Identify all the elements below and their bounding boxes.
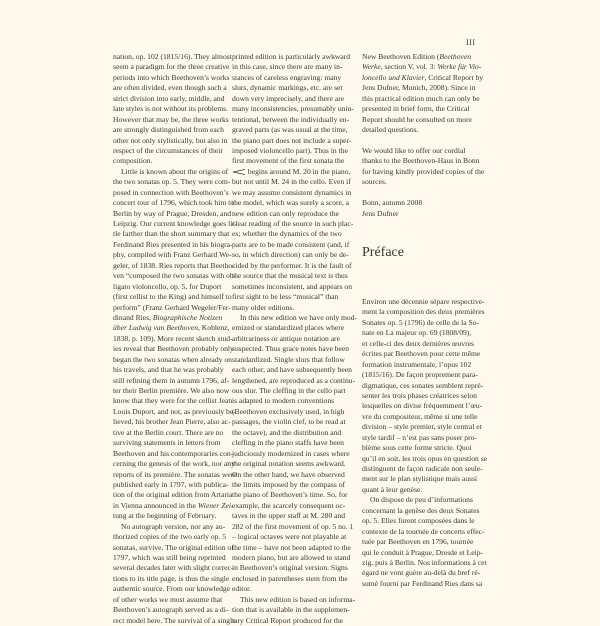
text-line: printed edition is particularly awkward [232, 52, 351, 61]
text-line: the limits imposed by the compass of [232, 479, 346, 489]
text-line: On dispose de peu d’informations [370, 495, 473, 505]
text-line: sonatas, survive. The original edition of [113, 542, 234, 552]
text-line: suspected. Thus grace notes have been [232, 344, 350, 354]
text-line: New Beethoven Edition (Beethoven [362, 52, 472, 61]
text-line: op. 5. Elles furent composées dans le [362, 516, 475, 526]
text-line: know that they were for the cellist Jean [113, 396, 233, 406]
text-line: slurs, dynamic markings, etc. are set [232, 83, 343, 93]
text-line: begins around M. 20 in the piano, [232, 167, 350, 177]
text-line: ernized or standardized places where [232, 323, 345, 333]
text-line: ter their Berlin première. We also now [113, 386, 230, 395]
text-line: This new edition is based on informa- [240, 594, 356, 604]
text-line: judiciously modernized in cases where [232, 448, 350, 458]
text-line: nate en La majeur op. 69 (1808/09), [362, 328, 472, 338]
text-line: sources. [362, 177, 387, 187]
text-line: parts are to be made consistent (and, if [232, 239, 350, 249]
text-line: composition. [113, 156, 153, 166]
text-line: other not only stylistically, but also in [113, 135, 228, 145]
text-line: formation instrumentale, l’opus 102 [362, 359, 472, 369]
text-line: the two sonatas op. 5. They were com- [113, 177, 231, 187]
text-line: vre du compositeur, même si une telle [362, 411, 478, 421]
text-line: phy, compiled with Franz Gerhard We- [113, 250, 232, 260]
text-line: concert tour of 1796, which took him to [113, 198, 235, 208]
text-line: (1815/16). De façon proprement para- [362, 370, 478, 380]
text-line: in Beethoven’s original version. Signs [232, 563, 348, 573]
text-line: (first cellist to the King) and himself to [113, 292, 232, 302]
page-number: III [466, 38, 476, 47]
text-line: in Vienna announced in the Wiener Zei- [113, 500, 234, 510]
text-line: senter les trois phases créatrices selon [362, 390, 477, 400]
text-line: sumé fourni par Ferdinand Ries dans sa [362, 578, 483, 588]
text-line: tung at the beginning of February. [113, 511, 217, 521]
text-line: taves in the upper staff at M. 280 and [232, 511, 346, 521]
text-line: geler, of 1838. Ries reports that Beetho- [113, 260, 235, 270]
text-line: Little is known about the origins of [121, 166, 229, 176]
text-column-1 [113, 52, 237, 626]
text-line: first movement of the first sonata the [232, 156, 345, 166]
text-line: many older editions. [232, 302, 295, 312]
text-line: We would like to offer our cordial [362, 145, 466, 155]
text-line: editor. [232, 584, 252, 594]
text-line: new edition can only reproduce the [232, 208, 339, 218]
text-line: this practical edition much can only be [362, 93, 480, 103]
text-line: perform” (Franz Gerhard Wegeler/Fer- [113, 302, 231, 312]
text-line: et celle-ci des deux dernières œuvres [362, 338, 474, 348]
text-line: tuée par Beethoven en 1796, tournée [362, 537, 474, 547]
text-line: strict division into early, middle, and [113, 93, 225, 103]
text-line: contexte de la tournée de concerts effec- [362, 526, 485, 536]
text-line: example, the scarcely consequent oc- [232, 500, 346, 510]
text-line: Ferdinand Ries presented in his biogra- [113, 239, 233, 249]
text-line: are often divided, even though such a [113, 83, 227, 93]
text-line: the piano of Beethoven’s time. So, for [232, 490, 348, 500]
text-line: graved parts (as was usual at the time, [232, 125, 348, 135]
text-line: presented in brief form, the Critical [362, 104, 470, 114]
text-line: Report should be consulted on more [362, 114, 472, 124]
text-line: reports of its première. The sonatas were [113, 469, 237, 479]
text-line: authentic source. From our knowledge [113, 584, 231, 594]
text-line: began the two sonatas when already on [113, 354, 232, 364]
text-line: his travels, and that he was probably [113, 365, 224, 375]
text-line: surviving statements in letters from [113, 438, 221, 448]
text-line: 1797, which was still being reprinted [113, 553, 226, 562]
text-line: stances of careless engraving: many [232, 72, 342, 82]
text-line: late styles is not without its problems. [113, 104, 228, 114]
text-line: Jens Dufner, Munich, 2008). Since in [362, 83, 476, 93]
text-line: thorized copies of the two early op. 5 [113, 532, 227, 542]
text-line: periods into which Beethoven’s works [113, 72, 230, 82]
text-line: tion that is available in the supplemen- [232, 605, 350, 615]
text-line: concernant la genèse des deux Sonates [362, 505, 480, 515]
text-line: loncello und Klavier, Critical Report by [362, 72, 484, 82]
text-line: thanks to the Beethoven-Haus in Bonn [362, 156, 480, 166]
text-line: In this new edition we have only mod- [240, 312, 358, 322]
text-line: rect model here. The survival of a single [113, 615, 236, 625]
crescendo-hairpin-icon [232, 169, 246, 175]
text-line: ment sur le plan stylistique mais aussi [362, 474, 478, 484]
text-line: ligato violoncello, op. 5, for Duport [113, 281, 222, 291]
text-line: quant à leur genèse. [362, 484, 423, 494]
text-line: lieved, his brother Jean Pierre, also ac- [113, 417, 231, 427]
text-line: qu’il en soit, les trois opus en question se [362, 453, 488, 463]
text-line: sometimes inconsistent, and appears on [232, 281, 352, 291]
text-line: arbitrariness or antique notation are [232, 333, 340, 343]
text-line: modern piano, but are allowed to stand [232, 553, 351, 562]
text-column-3 [362, 52, 485, 219]
text-line: égard ne vont guère au-delà du bref ré- [362, 568, 481, 578]
text-line: the original notation seems awkward. [232, 459, 346, 469]
text-line: Sonates op. 5 (1796) de celle de la So- [362, 317, 480, 327]
text-line: but not until M. 24 in the cello. Even if [232, 177, 351, 187]
text-line: many inconsistencies, presumably unin- [232, 104, 354, 114]
text-line: respect of the circumstances of their [113, 145, 223, 155]
text-line: for having kindly provided copies of the [362, 166, 485, 176]
text-line: distinguent de façon radicale non seule- [362, 464, 483, 473]
text-line: nation, op. 102 (1815/16). They almost [113, 52, 232, 61]
text-line: are strongly distinguished from each [113, 125, 224, 135]
text-line: es; whether the dynamics of the two [232, 229, 342, 239]
text-line: each other, and have subsequently been [232, 365, 352, 375]
text-line: posed in connection with Beethoven’s [113, 187, 229, 197]
text-line: standardized. Single slurs that follow [232, 354, 345, 364]
text-line: several decades later with slight correc- [113, 563, 234, 573]
text-line: first sight to be less “musical” than [232, 292, 339, 302]
text-line: Beethoven and his contemporaries con- [113, 448, 234, 458]
text-line: über Ludwig van Beethoven, Koblenz, [113, 323, 230, 333]
text-line: On the other hand, we have observed [232, 469, 345, 479]
text-line: écrites par Beethoven pour cette même [362, 349, 481, 359]
text-line: dinand Ries, Biographische Notizen [113, 312, 223, 322]
text-line: tary Critical Report produced for the [232, 615, 344, 625]
text-line: still refining them in autumn 1796, af- [113, 375, 230, 385]
preface-text-column [362, 297, 487, 589]
text-line: cided by the performer. It is the fault of [232, 260, 352, 270]
text-line: (Beethoven exclusively used, in high [232, 406, 345, 416]
text-line: Environ une décennie sépare respective- [362, 297, 485, 306]
paragraph-gap [362, 136, 482, 146]
text-line: ven “composed the two sonatas with ob- [113, 271, 237, 281]
text-line: However that may be, the three works [113, 114, 229, 124]
paragraph-gap [362, 188, 482, 198]
text-line: digmatique, ces sonates semblent repré- [362, 380, 484, 390]
text-line: ies reveal that Beethoven probably only [113, 344, 234, 354]
text-line: Leipzig. Our current knowledge goes lit- [113, 219, 237, 228]
text-line: enclosed in parentheses stem from the [232, 573, 348, 583]
text-line: Werke, section V, vol. 3: Werke für Vio- [362, 62, 482, 72]
text-column-2 [232, 52, 358, 626]
text-line: tion of the original edition from Artaria [113, 490, 233, 500]
text-line: tions to its title page, is thus the single [113, 573, 230, 583]
text-line: we may assume consistent dynamics in [232, 187, 352, 197]
text-line: so, in which direction) can only be de- [232, 250, 349, 260]
text-line: published early in 1797, with publica- [113, 479, 229, 489]
text-line: passages, the violin clef, to be read at [232, 417, 346, 427]
text-line: imposed violoncello part). Thus in the [232, 145, 348, 155]
text-line: lesquelles on divise fréquemment l’œu- [362, 401, 483, 411]
text-line: style tardif – n’est pas sans poser pro- [362, 432, 477, 442]
text-line: seem a paradigm for the three creative [113, 62, 230, 72]
text-line: Louis Duport, and not, as previously be- [113, 406, 236, 416]
text-line: zig, puis à Berlin. Nos informations à cet [362, 557, 487, 567]
text-line: tle farther than the short summary that [113, 229, 230, 239]
text-line: No autograph version, nor any au- [121, 521, 226, 531]
text-line: is adapted to modern conventions [232, 396, 335, 406]
preface-heading: Préface [362, 244, 404, 260]
text-line: Jens Dufner [362, 208, 399, 218]
text-line: 282 of the first movement of op. 5 no. 1 [232, 521, 354, 531]
text-line: ous slur. The cleffing in the cello part [232, 386, 346, 395]
text-line: Beethoven’s autograph served as a di- [113, 605, 229, 615]
text-line: lengthened, are reproduced as a continu- [232, 375, 356, 385]
text-line: detailed questions. [362, 125, 419, 135]
text-line: division – style premier, style central et [362, 422, 482, 432]
text-line: Bonn, autumn 2008 [362, 198, 423, 208]
text-line: in this case, since there are many in- [232, 62, 343, 72]
text-line: tive at the Berlin court. There are no [113, 427, 224, 437]
text-line: cleffing in the piano staffs have been [232, 438, 344, 448]
text-line: – logical octaves were not playable at [232, 532, 347, 542]
text-line: ment la composition des deux premières [362, 307, 485, 317]
text-line: blème sous cette forme stricte. Quoi [362, 443, 472, 453]
text-line: 1838, p. 109). More recent sketch stud- [113, 333, 233, 343]
text-line: tentional, between the individually en- [232, 114, 350, 124]
text-line: the octave), and the distribution and [232, 427, 342, 437]
text-line: down very imprecisely, and there are [232, 93, 345, 103]
text-line: of other works we must assume that [113, 594, 223, 604]
text-line: the time – have not been adapted to the [232, 542, 351, 552]
text-line: the piano part does not include a super- [232, 135, 352, 145]
text-line: clear reading of the source in such plac- [232, 219, 354, 228]
text-line: the source that the musical text is thus [232, 271, 348, 281]
text-line: qui le conduit à Prague, Dresde et Leip- [362, 547, 484, 557]
text-line: cerning the genesis of the work, nor any [113, 459, 235, 469]
text-line: Berlin by way of Prague, Dresden, and [113, 208, 232, 218]
text-line: the model, which was surely a score, a [232, 198, 350, 208]
